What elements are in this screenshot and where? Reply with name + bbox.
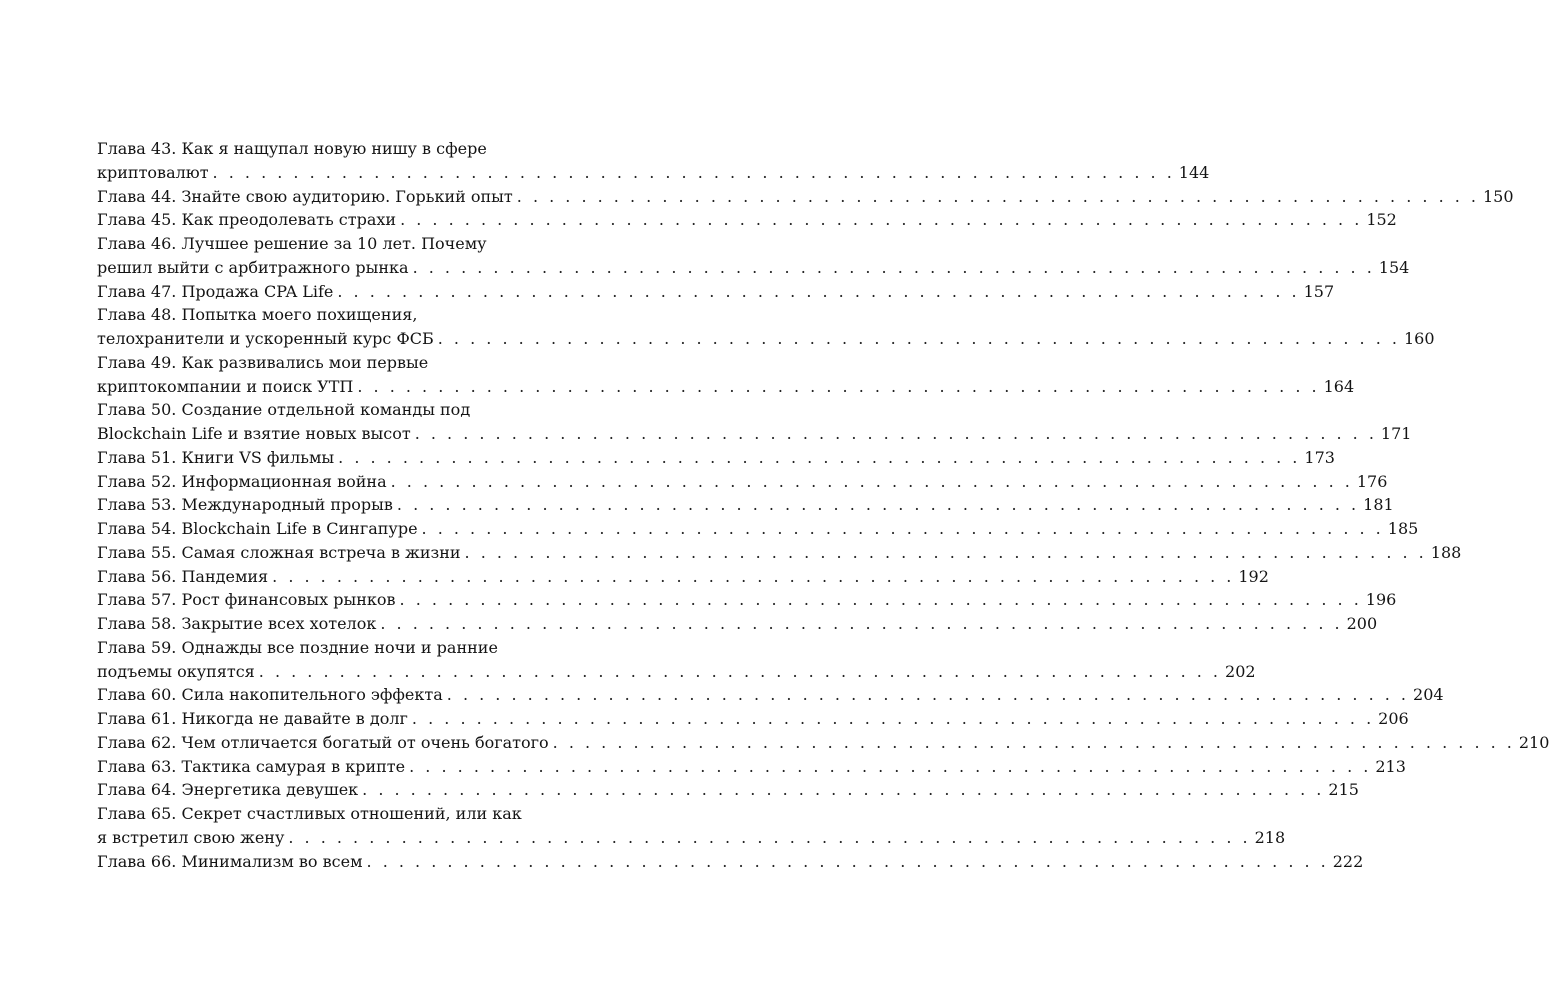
toc-entry-last-line — [97, 446, 1335, 470]
dot-leader: . . . . . . . . . . . . . . . . . . . . . . . . . . . . . . . . . . . . . . . . . . . . . . . . . . . . . . . . . . . . — [212, 162, 1175, 182]
dot-leader: . . . . . . . . . . . . . . . . . . . . . . . . . . . . . . . . . . . . . . . . . . . . . . . . . . . . . . . . . . . . — [357, 376, 1320, 396]
toc-entry-title: Глава 43. Как я нащупал новую нишу в сфере — [97, 139, 487, 158]
dot-leader: . . . . . . . . . . . . . . . . . . . . . . . . . . . . . . . . . . . . . . . . . . . . . . . . . . . . . . . . . . . . — [338, 447, 1301, 467]
toc-entry[interactable] — [97, 232, 1410, 280]
dot-leader: . . . . . . . . . . . . . . . . . . . . . . . . . . . . . . . . . . . . . . . . . . . . . . . . . . . . . . . . . . . . — [258, 661, 1222, 681]
toc-entry-title: Глава 57. Рост финансовых рынков — [97, 590, 396, 610]
toc-entry-last-line — [97, 470, 1388, 494]
toc-entry-title: Глава 51. Книги VS фильмы — [97, 447, 335, 467]
toc-entry-title: подъемы окупятся — [97, 661, 255, 681]
dot-leader: . . . . . . . . . . . . . . . . . . . . . . . . . . . . . . . . . . . . . . . . . . . . . . . . . . . . . . . . . . . . — [272, 566, 1235, 586]
toc-entry-last-line — [97, 755, 1406, 779]
toc-entry-title: Глава 58. Закрытие всех хотелок — [97, 614, 377, 633]
toc-entry[interactable] — [97, 446, 1335, 470]
toc-entry[interactable] — [97, 517, 1419, 541]
toc-entry-line — [97, 636, 633, 660]
toc-entry-title: Глава 48. Попытка моего похищения, — [97, 305, 418, 325]
toc-entry[interactable] — [97, 565, 1269, 589]
toc-entry-line — [97, 232, 633, 256]
toc-entry-last-line — [97, 683, 1444, 707]
toc-entry-title: Глава 47. Продажа CPA Life — [97, 281, 334, 301]
dot-leader: . . . . . . . . . . . . . . . . . . . . . . . . . . . . . . . . . . . . . . . . . . . . . . . . . . . . . . . . . . . . — [412, 257, 1375, 277]
toc-entry-title: Глава 60. Сила накопительного эффекта — [97, 685, 443, 705]
toc-entry-line — [97, 398, 633, 422]
toc-entry-last-line — [97, 256, 1410, 280]
toc-entry[interactable] — [97, 636, 1256, 684]
toc-entry[interactable] — [97, 612, 1378, 636]
toc-page-number: 188 — [1430, 542, 1462, 562]
toc-entry-title: Глава 63. Тактика самурая в крипте — [97, 756, 406, 776]
dot-leader: . . . . . . . . . . . . . . . . . . . . . . . . . . . . . . . . . . . . . . . . . . . . . . . . . . . . . . . . . . . . — [400, 210, 1363, 230]
toc-entry[interactable] — [97, 470, 1388, 494]
dot-leader: . . . . . . . . . . . . . . . . . . . . . . . . . . . . . . . . . . . . . . . . . . . . . . . . . . . . . . . . . . . . — [411, 709, 1375, 728]
toc-entry-last-line — [97, 327, 1435, 351]
toc-entry[interactable] — [97, 755, 1406, 779]
toc-page-number: 154 — [1378, 257, 1410, 277]
toc-entry-last-line — [97, 707, 1409, 731]
dot-leader: . . . . . . . . . . . . . . . . . . . . . . . . . . . . . . . . . . . . . . . . . . . . . . . . . . . . . . . . . . . . — [362, 780, 1325, 800]
toc-entry[interactable] — [97, 778, 1359, 802]
dot-leader: . . . . . . . . . . . . . . . . . . . . . . . . . . . . . . . . . . . . . . . . . . . . . . . . . . . . . . . . . . . . — [288, 827, 1251, 847]
toc-entry-line — [97, 303, 633, 327]
dot-leader: . . . . . . . . . . . . . . . . . . . . . . . . . . . . . . . . . . . . . . . . . . . . . . . . . . . . . . . . . . . . — [437, 329, 1400, 348]
toc-entry[interactable] — [97, 802, 1286, 850]
toc-entry-title: Глава 49. Как развивались мои первые — [97, 352, 429, 372]
toc-entry-title: Глава 50. Создание отдельной команды под — [97, 400, 471, 420]
toc-page-number: 196 — [1365, 590, 1397, 610]
toc-entry-last-line — [97, 541, 1462, 565]
toc-entry[interactable] — [97, 683, 1444, 707]
toc-entry[interactable] — [97, 185, 1514, 209]
toc-entry-last-line — [97, 565, 1269, 589]
toc-entry-title: телохранители и ускоренный курс ФСБ — [97, 329, 434, 348]
toc-page-number: 204 — [1413, 685, 1444, 705]
toc-entry[interactable] — [97, 137, 1210, 185]
toc-page-number: 210 — [1518, 732, 1549, 752]
toc-page-number: 160 — [1403, 329, 1435, 348]
toc-entry-title: Глава 53. Международный прорыв — [97, 495, 393, 515]
toc-entry-last-line — [97, 850, 1364, 874]
toc-entry-title: Глава 44. Знайте свою аудиторию. Горький опыт — [97, 186, 513, 206]
dot-leader: . . . . . . . . . . . . . . . . . . . . . . . . . . . . . . . . . . . . . . . . . . . . . . . . . . . . . . . . . . . . — [446, 685, 1410, 705]
dot-leader: . . . . . . . . . . . . . . . . . . . . . . . . . . . . . . . . . . . . . . . . . . . . . . . . . . . . . . . . . . . . — [337, 281, 1300, 301]
toc-entry[interactable] — [97, 541, 1462, 565]
toc-page-number: 222 — [1332, 851, 1364, 871]
toc-entry-title: Глава 45. Как преодолевать страхи — [97, 210, 397, 230]
toc-entry-title: Глава 59. Однажды все поздние ночи и ранние — [97, 637, 498, 657]
toc-page-number: 192 — [1238, 566, 1269, 586]
toc-entry-title: Blockchain Life и взятие новых высот — [97, 424, 411, 443]
toc-entry-last-line — [97, 280, 1335, 304]
toc-entry[interactable] — [97, 731, 1549, 755]
toc-entry-title: Глава 65. Секрет счастливых отношений, или как — [97, 804, 522, 823]
toc-page-number: 202 — [1225, 661, 1256, 681]
toc-page-number: 215 — [1328, 780, 1359, 800]
toc-entry-last-line — [97, 208, 1397, 232]
toc-page-number: 157 — [1303, 281, 1335, 301]
toc-entry-last-line — [97, 185, 1514, 209]
toc-entry-title: криптокомпании и поиск УТП — [97, 376, 354, 396]
toc-entry-line — [97, 137, 633, 161]
toc-entry-last-line — [97, 161, 1210, 185]
dot-leader: . . . . . . . . . . . . . . . . . . . . . . . . . . . . . . . . . . . . . . . . . . . . . . . . . . . . . . . . . . . . — [366, 851, 1329, 871]
toc-entry-last-line — [97, 660, 1256, 684]
dot-leader: . . . . . . . . . . . . . . . . . . . . . . . . . . . . . . . . . . . . . . . . . . . . . . . . . . . . . . . . . . . . — [399, 590, 1362, 610]
toc-entry-title: решил выйти с арбитражного рынка — [97, 257, 409, 277]
dot-leader: . . . . . . . . . . . . . . . . . . . . . . . . . . . . . . . . . . . . . . . . . . . . . . . . . . . . . . . . . . . . — [390, 471, 1353, 491]
toc-page-number: 176 — [1356, 471, 1388, 491]
table-of-contents — [97, 137, 1549, 873]
toc-entry-title: Глава 56. Пандемия — [97, 566, 269, 586]
dot-leader: . . . . . . . . . . . . . . . . . . . . . . . . . . . . . . . . . . . . . . . . . . . . . . . . . . . . . . . . . . . . — [421, 519, 1384, 538]
toc-entry[interactable] — [97, 588, 1397, 612]
toc-entry-last-line — [97, 517, 1419, 541]
toc-entry-last-line — [97, 826, 1286, 850]
toc-page-number: 171 — [1380, 424, 1412, 443]
toc-entry-last-line — [97, 588, 1397, 612]
toc-page-number: 164 — [1323, 376, 1355, 396]
toc-entry-title: криптовалют — [97, 162, 209, 182]
toc-entry-title: Глава 46. Лучшее решение за 10 лет. Почему — [97, 234, 487, 253]
toc-entry[interactable] — [97, 351, 1355, 399]
toc-entry-last-line — [97, 422, 1412, 446]
toc-entry-title: Глава 61. Никогда не давайте в долг — [97, 709, 408, 728]
toc-entry-last-line — [97, 731, 1549, 755]
toc-entry[interactable] — [97, 493, 1394, 517]
toc-entry-last-line — [97, 493, 1394, 517]
dot-leader: . . . . . . . . . . . . . . . . . . . . . . . . . . . . . . . . . . . . . . . . . . . . . . . . . . . . . . . . . . . . — [516, 186, 1479, 206]
toc-entry[interactable] — [97, 707, 1409, 731]
dot-leader: . . . . . . . . . . . . . . . . . . . . . . . . . . . . . . . . . . . . . . . . . . . . . . . . . . . . . . . . . . . . — [464, 542, 1427, 562]
toc-entry-title: Глава 62. Чем отличается богатый от очень богатого — [97, 732, 549, 752]
toc-page-number: 181 — [1363, 495, 1394, 515]
toc-entry-last-line — [97, 778, 1359, 802]
toc-entry[interactable] — [97, 850, 1364, 874]
toc-entry-title: Глава 66. Минимализм во всем — [97, 851, 363, 871]
toc-entry[interactable] — [97, 208, 1397, 232]
toc-entry[interactable] — [97, 280, 1335, 304]
toc-page-number: 218 — [1254, 827, 1286, 847]
toc-page-number: 185 — [1387, 519, 1419, 538]
toc-page-number: 152 — [1366, 210, 1397, 230]
toc-page-number: 200 — [1346, 614, 1378, 633]
toc-entry-line — [97, 351, 633, 375]
toc-page-number: 213 — [1375, 756, 1406, 776]
toc-entry-title: Глава 55. Самая сложная встреча в жизни — [97, 542, 461, 562]
toc-page-number: 173 — [1304, 447, 1335, 467]
dot-leader: . . . . . . . . . . . . . . . . . . . . . . . . . . . . . . . . . . . . . . . . . . . . . . . . . . . . . . . . . . . . — [552, 732, 1515, 752]
toc-page-number: 150 — [1483, 186, 1514, 206]
toc-entry-title: Глава 54. Blockchain Life в Сингапуре — [97, 519, 418, 538]
toc-entry-last-line — [97, 612, 1378, 636]
toc-entry-title: я встретил свою жену — [97, 827, 285, 847]
toc-page-number: 206 — [1378, 709, 1409, 728]
dot-leader: . . . . . . . . . . . . . . . . . . . . . . . . . . . . . . . . . . . . . . . . . . . . . . . . . . . . . . . . . . . . — [409, 756, 1372, 776]
toc-entry[interactable] — [97, 303, 1435, 351]
toc-page-number: 144 — [1178, 162, 1210, 182]
toc-entry-title: Глава 52. Информационная война — [97, 471, 387, 491]
toc-entry-line — [97, 802, 633, 826]
dot-leader: . . . . . . . . . . . . . . . . . . . . . . . . . . . . . . . . . . . . . . . . . . . . . . . . . . . . . . . . . . . . — [414, 424, 1377, 443]
toc-entry-last-line — [97, 375, 1355, 399]
toc-entry-title: Глава 64. Энергетика девушек — [97, 780, 359, 800]
dot-leader: . . . . . . . . . . . . . . . . . . . . . . . . . . . . . . . . . . . . . . . . . . . . . . . . . . . . . . . . . . . . — [396, 495, 1360, 515]
toc-entry[interactable] — [97, 398, 1412, 446]
dot-leader: . . . . . . . . . . . . . . . . . . . . . . . . . . . . . . . . . . . . . . . . . . . . . . . . . . . . . . . . . . . . — [380, 614, 1343, 633]
